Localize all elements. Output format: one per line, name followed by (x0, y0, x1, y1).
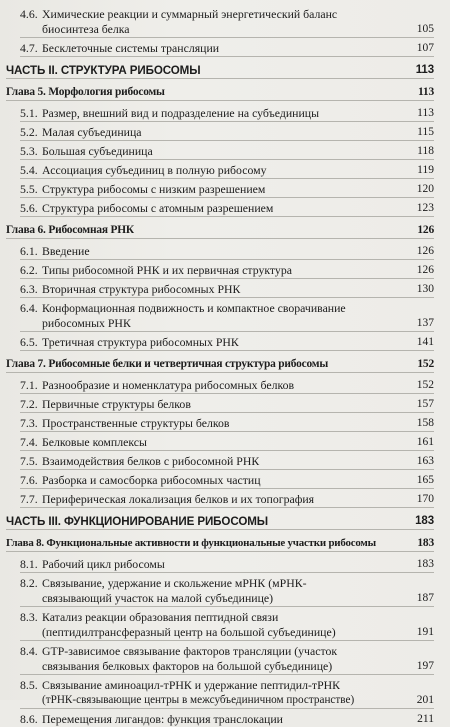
entry-number: 6.1. (20, 244, 38, 258)
toc-part-3 (6, 514, 434, 530)
entry-title-line2: связывания белковых факторов на большой субъединице) (42, 659, 333, 673)
entry-title: Типы рибосомной РНК и их первичная структура (42, 263, 292, 277)
entry-title: Пространственные структуры белков (42, 416, 230, 430)
toc-entry-6-4 (20, 301, 434, 332)
toc-entry-8-6 (20, 712, 434, 727)
chapter-title: Глава 6. Рибосомная РНК (6, 224, 134, 236)
entry-title-line1: Катализ реакции образования пептидной связи (42, 610, 279, 624)
toc-entry-7-4 (20, 435, 434, 451)
entry-page: 120 (416, 183, 434, 195)
entry-page: 152 (416, 379, 434, 391)
entry-page: 183 (415, 515, 434, 527)
toc-part-2 (6, 63, 434, 79)
toc-entry-7-7 (20, 492, 434, 508)
toc-entry-5-4 (20, 163, 434, 179)
toc-entry-7-1 (20, 378, 434, 394)
entry-number: 8.4. (20, 644, 38, 658)
entry-number: 5.4. (20, 163, 38, 177)
entry-title: Разборка и самосборка рибосомных частиц (42, 473, 261, 487)
toc-entry-5-3 (20, 144, 434, 160)
entry-number: 6.5. (20, 335, 38, 349)
entry-page: 157 (416, 398, 434, 410)
entry-title: Размер, внешний вид и подразделение на субъединицы (42, 106, 319, 120)
entry-number: 4.6. (20, 7, 38, 21)
toc-entry-8-1 (20, 557, 434, 573)
entry-number: 7.2. (20, 397, 38, 411)
entry-number: 7.7. (20, 492, 38, 506)
toc-entry-6-3 (20, 282, 434, 298)
entry-number: 5.5. (20, 182, 38, 196)
entry-page: 107 (416, 42, 434, 54)
entry-title-line2: биосинтеза белка (42, 22, 130, 36)
entry-title: Вторичная структура рибосомных РНК (42, 282, 241, 296)
entry-number: 8.2. (20, 576, 38, 590)
entry-page: 163 (416, 455, 434, 467)
chapter-title: Глава 7. Рибосомные белки и четвертичная структура рибосомы (6, 358, 329, 370)
toc-entry-7-5 (20, 454, 434, 470)
entry-number: 7.4. (20, 435, 38, 449)
toc-entry-6-2 (20, 263, 434, 279)
entry-title: Белковые комплексы (42, 435, 147, 449)
entry-page: 119 (417, 164, 434, 176)
entry-page: 183 (417, 537, 434, 549)
toc-entry-5-1 (20, 106, 434, 122)
toc-entry-4-6 (20, 7, 434, 38)
entry-title-line1: Связывание, удержание и скольжение мРНК (мРНК- (42, 576, 307, 590)
entry-page: 158 (416, 417, 434, 429)
entry-page: 161 (416, 436, 434, 448)
toc-entry-7-6 (20, 473, 434, 489)
entry-number: 5.3. (20, 144, 38, 158)
entry-title-line1: GTP-зависимое связывание факторов трансляции (участок (42, 644, 338, 658)
entry-number: 7.1. (20, 378, 38, 392)
toc-entry-7-3 (20, 416, 434, 432)
entry-number: 8.5. (20, 678, 38, 692)
entry-page: 126 (416, 264, 434, 276)
toc-entry-6-5 (20, 335, 434, 351)
entry-page: 165 (416, 474, 434, 486)
chapter-title: Глава 8. Функциональные активности и функциональные участки рибосомы (6, 537, 376, 549)
entry-page: 113 (417, 86, 434, 98)
entry-page: 201 (416, 694, 434, 706)
entry-page: 197 (416, 660, 434, 672)
entry-page: 187 (416, 592, 434, 604)
entry-number: 5.6. (20, 201, 38, 215)
entry-page: 115 (417, 126, 434, 138)
entry-number: 5.2. (20, 125, 38, 139)
entry-number: 7.5. (20, 454, 38, 468)
toc-chapter-7 (6, 357, 434, 373)
entry-title-line2: рибосомных РНК (42, 316, 131, 330)
entry-title: Перемещения лигандов: функция транслокации (42, 712, 283, 726)
entry-title: Структура рибосомы с низким разрешением (42, 182, 266, 196)
entry-page: 123 (416, 202, 434, 214)
entry-title-line1: Связывание аминоацил-тРНК и удержание пептидил-тРНК (42, 678, 341, 692)
entry-number: 6.4. (20, 301, 38, 315)
toc-entry-5-6 (20, 201, 434, 217)
entry-number: 6.2. (20, 263, 38, 277)
entry-number: 8.3. (20, 610, 38, 624)
toc-entry-8-4 (20, 644, 434, 675)
entry-page: 126 (417, 224, 434, 236)
entry-number: 8.6. (20, 712, 38, 726)
part-title: ЧАСТЬ II. СТРУКТУРА РИБОСОМЫ (6, 64, 201, 77)
entry-page: 191 (416, 626, 434, 638)
entry-page: 183 (416, 558, 434, 570)
toc-entry-8-2 (20, 576, 434, 607)
part-title: ЧАСТЬ III. ФУНКЦИОНИРОВАНИЕ РИБОСОМЫ (6, 515, 269, 528)
entry-page: 137 (416, 317, 434, 329)
entry-title: Структура рибосомы с атомным разрешением (42, 201, 274, 215)
entry-title: Третичная структура рибосомных РНК (42, 335, 239, 349)
entry-title: Малая субъединица (42, 125, 142, 139)
entry-title-line1: Конформационная подвижность и компактное сворачивание (42, 301, 346, 315)
toc-entry-8-3 (20, 610, 434, 641)
entry-number: 7.6. (20, 473, 38, 487)
entry-page: 113 (415, 64, 434, 76)
toc-entry-8-5 (20, 678, 434, 709)
toc-entry-5-5 (20, 182, 434, 198)
entry-page: 141 (416, 336, 434, 348)
entry-page: 118 (417, 145, 434, 157)
entry-title-line2: (тРНК-связывающие центры в межсубъединичном пространстве) (42, 694, 355, 706)
entry-title: Большая субъединица (42, 144, 153, 158)
entry-number: 8.1. (20, 557, 38, 571)
entry-title: Взаимодействия белков с рибосомной РНК (42, 454, 260, 468)
chapter-title: Глава 5. Морфология рибосомы (6, 86, 165, 98)
entry-page: 113 (417, 107, 434, 119)
toc-chapter-6 (6, 223, 434, 239)
entry-title: Первичные структуры белков (42, 397, 191, 411)
entry-title: Бесклеточные системы трансляции (42, 41, 220, 55)
toc-entry-4-7 (20, 41, 434, 57)
toc-chapter-5 (6, 85, 434, 101)
entry-number: 5.1. (20, 106, 38, 120)
entry-page: 126 (416, 245, 434, 257)
entry-number: 6.3. (20, 282, 38, 296)
entry-number: 4.7. (20, 41, 38, 55)
entry-page: 130 (416, 283, 434, 295)
entry-title: Рабочий цикл рибосомы (42, 557, 165, 571)
entry-title: Введение (42, 244, 90, 258)
toc-chapter-8 (6, 536, 434, 552)
entry-page: 170 (416, 493, 434, 505)
entry-title: Ассоциация субъединиц в полную рибосому (42, 163, 267, 177)
toc-entry-6-1 (20, 244, 434, 260)
entry-page: 105 (416, 23, 434, 35)
toc-entry-5-2 (20, 125, 434, 141)
entry-title: Периферическая локализация белков и их топография (42, 492, 315, 506)
entry-number: 7.3. (20, 416, 38, 430)
entry-page: 152 (417, 358, 434, 370)
toc-entry-7-2 (20, 397, 434, 413)
entry-title: Разнообразие и номенклатура рибосомных белков (42, 378, 295, 392)
entry-title-line2: (пептидилтрансферазный центр на большой субъединице) (42, 625, 336, 639)
entry-title-line2: связывающий участок на малой субъединице) (42, 591, 274, 605)
entry-title-line1: Химические реакции и суммарный энергетический баланс (42, 7, 338, 21)
entry-page: 211 (417, 713, 434, 725)
